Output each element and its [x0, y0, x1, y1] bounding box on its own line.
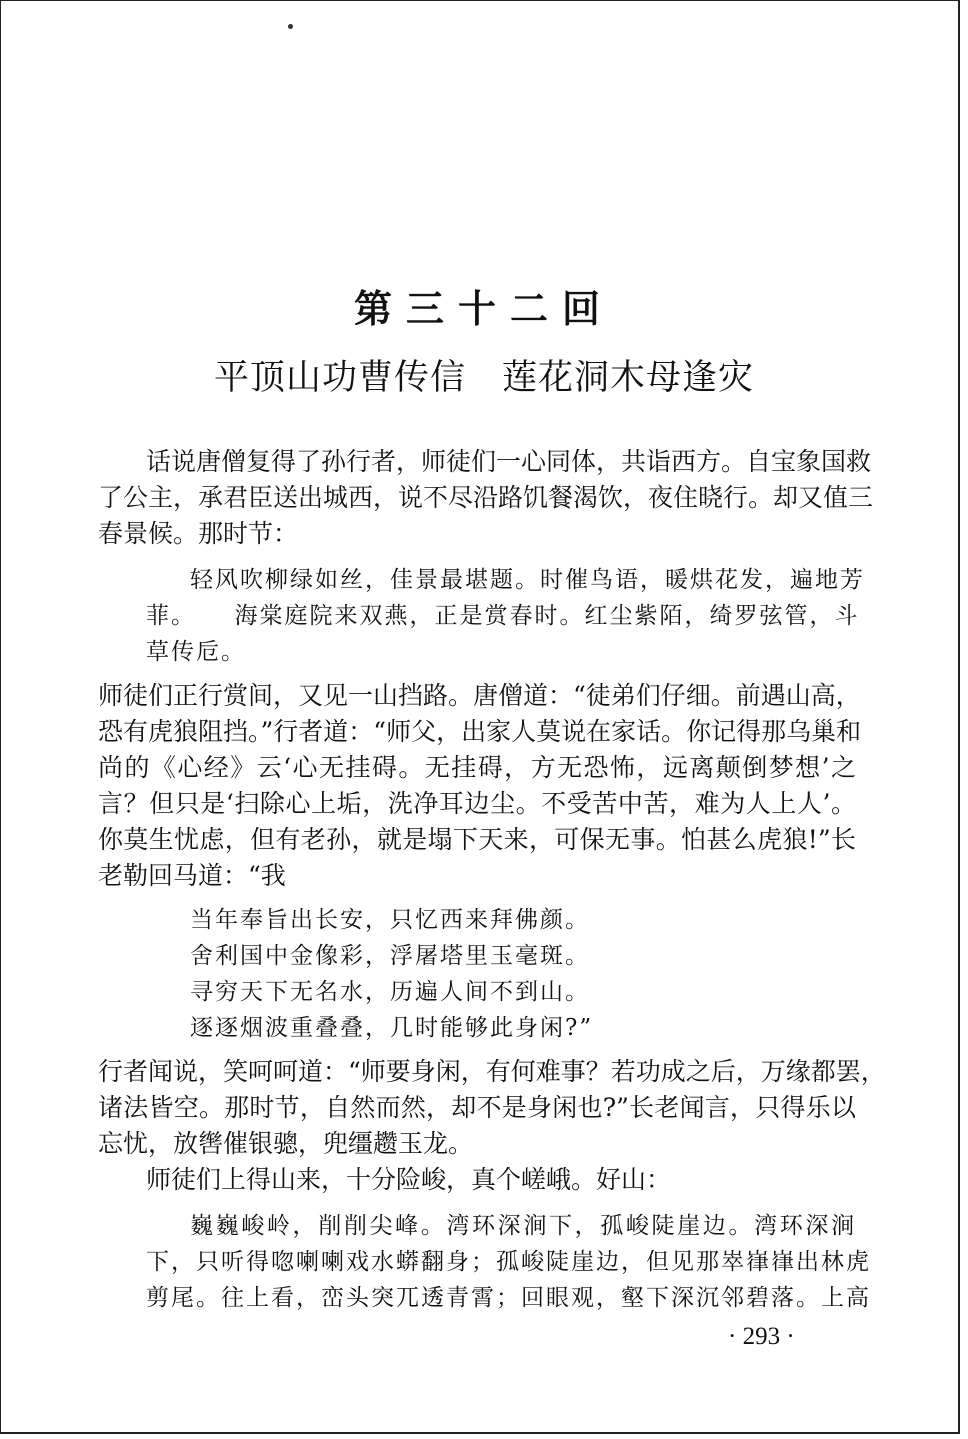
verse1-line-3: 草传卮。 — [146, 639, 246, 665]
para2-line-5: 你莫生忧虑，但有老孙，就是塌下天来，可保无事。怕甚么虎狼!”长 — [98, 825, 856, 854]
para2-line-3: 尚的《心经》云‘心无挂碍。无挂碍，方无恐怖，远离颠倒梦想’之 — [98, 753, 856, 782]
para1-line-2: 了公主，承君臣送出城西，说不尽沿路饥餐渴饮，夜住晓行。却又值三 — [98, 483, 874, 512]
para2-line-2: 恐有虎狼阻挡。”行者道：“师父，出家人莫说在家话。你记得那乌巢和 — [98, 717, 862, 746]
poem-line-2: 舍利国中金像彩，浮屠塔里玉毫斑。 — [190, 943, 590, 969]
poem-line-3: 寻穷天下无名水，历遍人间不到山。 — [190, 979, 590, 1005]
para1-line-3: 春景候。那时节： — [98, 519, 299, 548]
chapter-number: 第三十二回 — [353, 286, 614, 331]
scan-dot — [288, 24, 293, 29]
para3-line-2: 诸法皆空。那时节，自然而然，却不是身闲也?”长老闻言，只得乐以 — [98, 1093, 856, 1122]
para2-line-1: 师徒们正行赏间，又见一山挡路。唐僧道：“徒弟们仔细。前遇山高， — [98, 681, 861, 710]
verse1-line-2: 菲。 海棠庭院来双燕，正是赏春时。红尘紫陌，绮罗弦管，斗 — [146, 603, 860, 629]
poem-line-4: 逐逐烟波重叠叠，几时能够此身闲?” — [190, 1015, 594, 1041]
page-number: · 293 · — [728, 1323, 795, 1350]
verse2-line-1: 巍巍峻岭，削削尖峰。湾环深涧下，孤峻陡崖边。湾环深涧 — [190, 1213, 856, 1239]
para1-line-1: 话说唐僧复得了孙行者，师徒们一心同体，共诣西方。自宝象国救 — [146, 447, 872, 476]
para3-line-3: 忘忧，放辔催银骢，兜缰趱玉龙。 — [98, 1129, 474, 1158]
verse2-line-2: 下，只听得唿喇喇戏水蟒翻身；孤峻陡崖边，但见那崒嵂嵂出林虎 — [146, 1249, 871, 1275]
para4-line-1: 师徒们上得山来，十分险峻，真个嵯峨。好山： — [146, 1165, 672, 1194]
para3-line-1: 行者闻说，笑呵呵道：“师要身闲，有何难事？若功成之后，万缘都罢， — [98, 1057, 886, 1086]
poem-line-1: 当年奉旨出长安，只忆西来拜佛颜。 — [190, 907, 590, 933]
verse1-line-1: 轻风吹柳绿如丝，佳景最堪题。时催鸟语，暖烘花发，遍地芳 — [190, 567, 865, 593]
para2-line-6: 老勒回马道：“我 — [98, 861, 286, 890]
chapter-title: 平顶山功曹传信 莲花洞木母逢灾 — [213, 358, 754, 398]
para2-line-4: 言？但只是‘扫除心上垢，洗净耳边尘。不受苦中苦，难为人上人’。 — [98, 789, 856, 818]
verse2-line-3: 剪尾。往上看，峦头突兀透青霄；回眼观，壑下深沉邻碧落。上高 — [146, 1285, 871, 1311]
